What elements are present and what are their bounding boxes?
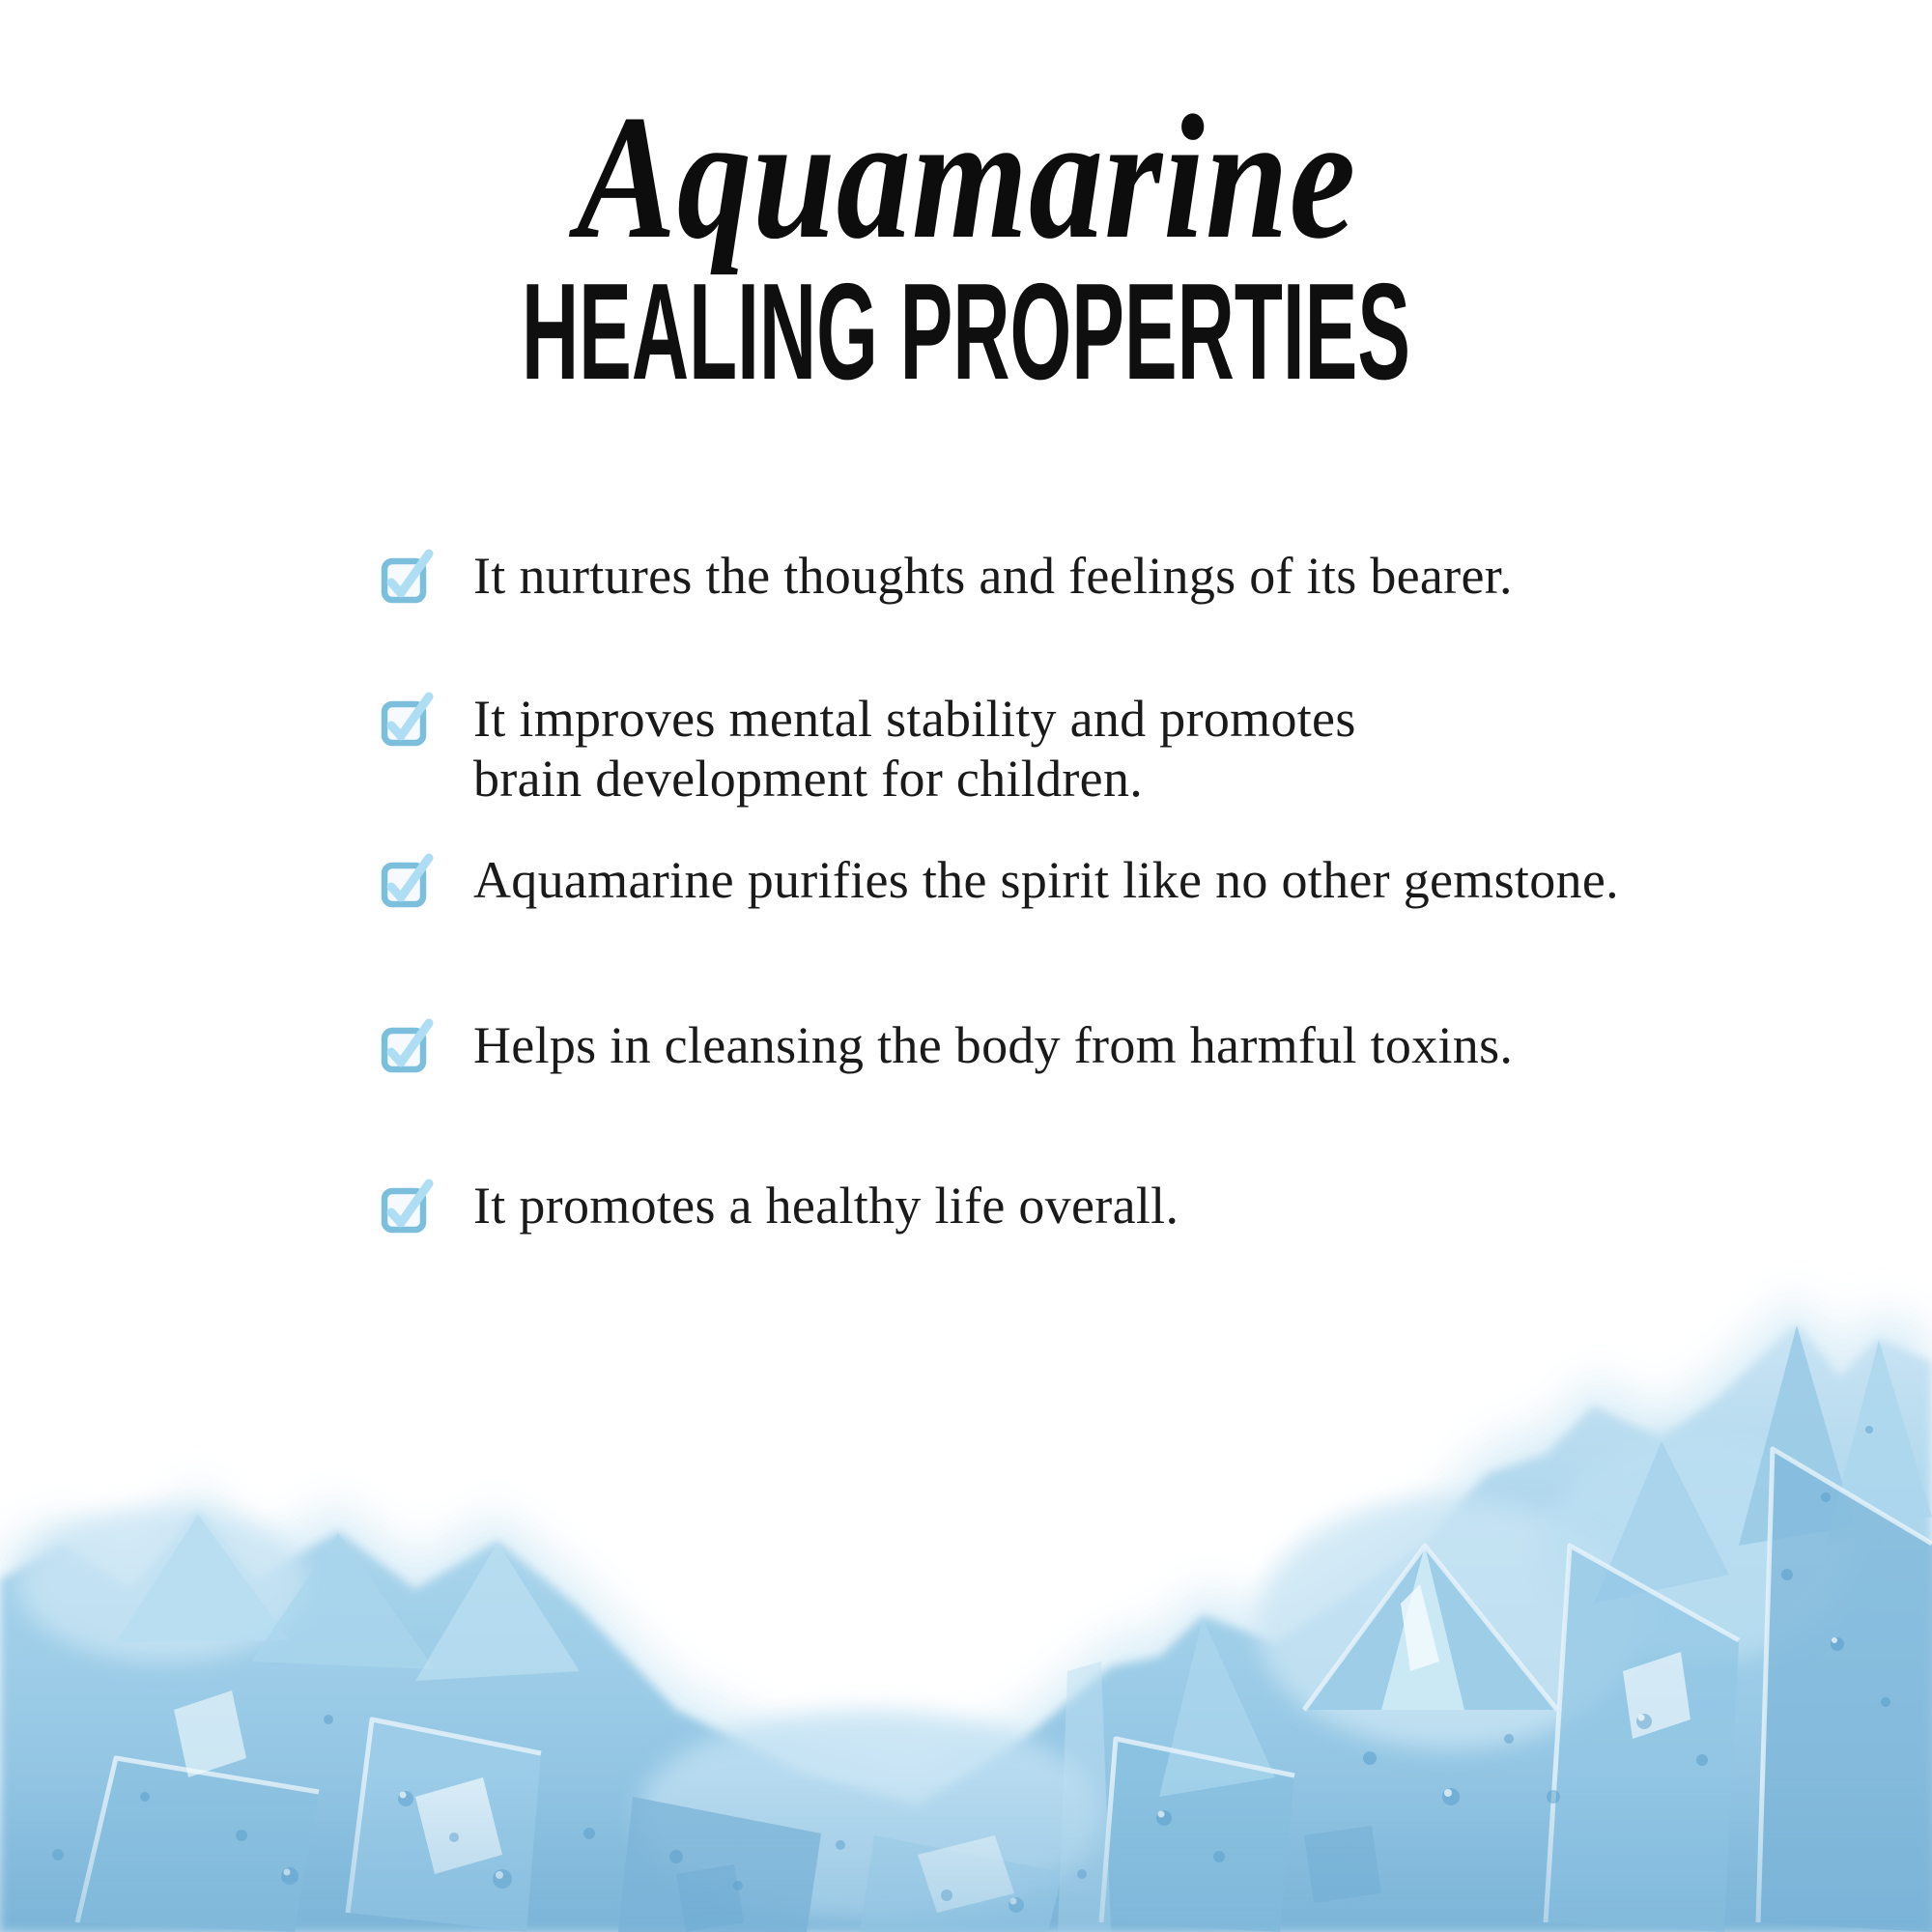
list-item-text-block [473, 1176, 1179, 1236]
page-title-text: Aquamarine [576, 78, 1356, 275]
list-item [381, 546, 1513, 606]
page-subtitle-text: HEALING PROPERTIES [522, 255, 1410, 409]
list-item-text-block [473, 689, 1356, 809]
list-item-text-block [473, 1015, 1513, 1075]
list-item [381, 850, 1619, 910]
list-item-text: Aquamarine purifies the spirit like no other gemstone. [473, 851, 1619, 909]
checked-checkbox-icon [381, 551, 431, 601]
checked-checkbox-icon [381, 1180, 431, 1231]
list-item [381, 689, 1356, 809]
list-item-text-block [473, 546, 1513, 606]
list-item-text: Helps in cleansing the body from harmful toxins. [473, 1016, 1514, 1074]
list-item-text-block [473, 850, 1619, 910]
list-item-text: It nurtures the thoughts and feelings of its bearer. [473, 547, 1513, 605]
checked-checkbox-icon [381, 1020, 431, 1070]
list-item [381, 1176, 1179, 1236]
page-subtitle [0, 253, 1932, 417]
ice-crystals-image [0, 1256, 1932, 1932]
list-item-text: It promotes a healthy life overall. [473, 1177, 1179, 1235]
page-title [0, 75, 1932, 280]
list-item-text: brain development for children. [473, 750, 1144, 808]
checked-checkbox-icon [381, 855, 431, 905]
checked-checkbox-icon [381, 694, 431, 744]
list-item [381, 1015, 1513, 1075]
list-item-text: It improves mental stability and promotes [473, 690, 1356, 748]
